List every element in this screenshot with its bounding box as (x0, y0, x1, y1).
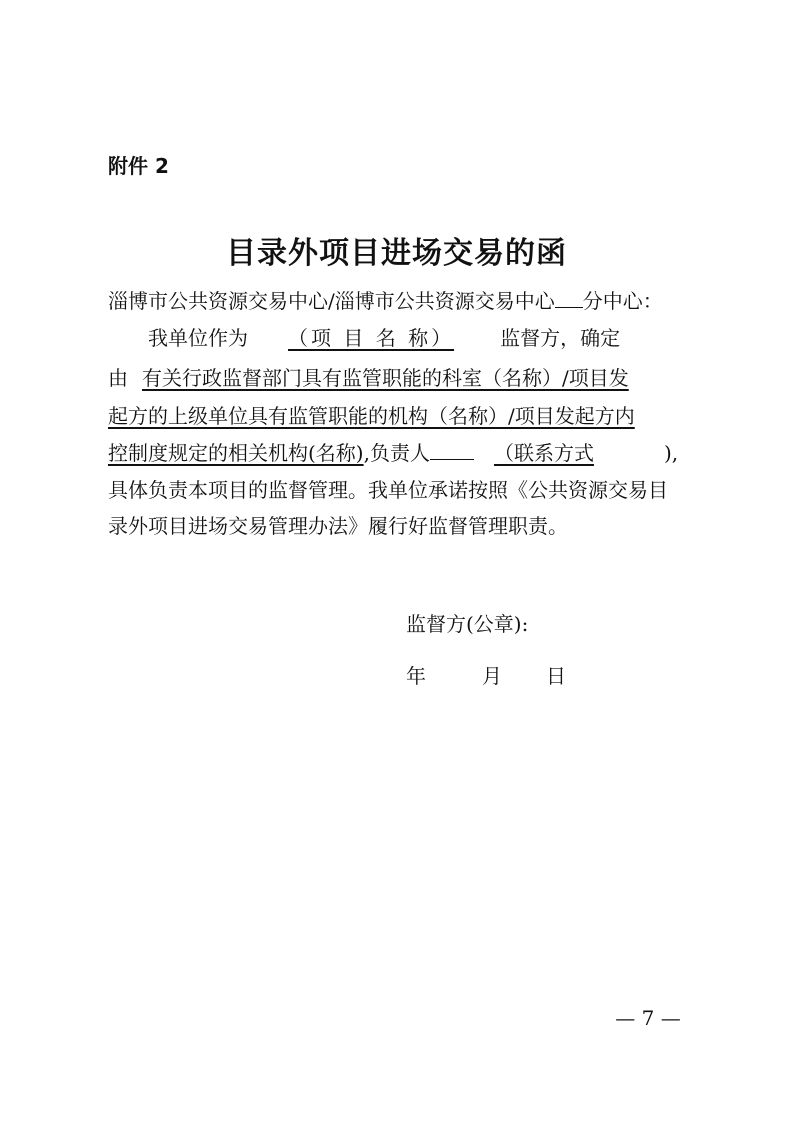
by-text: 由 (108, 366, 128, 390)
body-line-5 (108, 438, 698, 468)
unit-as-text: 我单位作为 (148, 326, 248, 350)
project-name-field: （项 目 名 称） (288, 326, 455, 350)
date-line (406, 660, 566, 689)
document-title: 目录外项目进场交易的函 (226, 236, 567, 271)
body-line-3 (108, 363, 698, 393)
day-label: 日 (546, 664, 566, 688)
supervisor-confirm-text: 监督方，确定 (500, 326, 621, 350)
body-line-7: 录外项目进场交易管理办法》履行好监督管理职责。 (108, 514, 568, 538)
body-line-2 (108, 323, 698, 353)
addressee-sub: 分中心： (582, 289, 663, 313)
supervisor-seal-label: 监督方(公章): (406, 612, 529, 636)
supervision-dept-field-3: 控制度规定的相关机构(名称) (108, 441, 364, 465)
page-number: — 7 — (615, 1006, 681, 1030)
responsible-person-label: ,负责人 (363, 441, 430, 465)
addressee-line (108, 286, 698, 316)
year-label: 年 (406, 664, 426, 688)
sub-center-blank (555, 287, 583, 308)
responsible-person-blank (430, 439, 474, 460)
supervision-dept-field-1: 有关行政监督部门具有监管职能的科室（名称）/项目发 (142, 366, 629, 390)
contact-field: （联系方式 (493, 441, 594, 465)
month-label: 月 (482, 664, 502, 688)
contact-close: ), (663, 441, 679, 465)
attachment-label: 附件 2 (108, 154, 169, 178)
addressee-main: 淄博市公共资源交易中心/淄博市公共资源交易中心 (108, 289, 555, 313)
body-line-4 (108, 401, 698, 431)
body-line-6: 具体负责本项目的监督管理。我单位承诺按照《公共资源交易目 (108, 478, 668, 502)
supervision-dept-field-2: 起方的上级单位具有监管职能的机构（名称）/项目发起方内 (108, 404, 635, 428)
